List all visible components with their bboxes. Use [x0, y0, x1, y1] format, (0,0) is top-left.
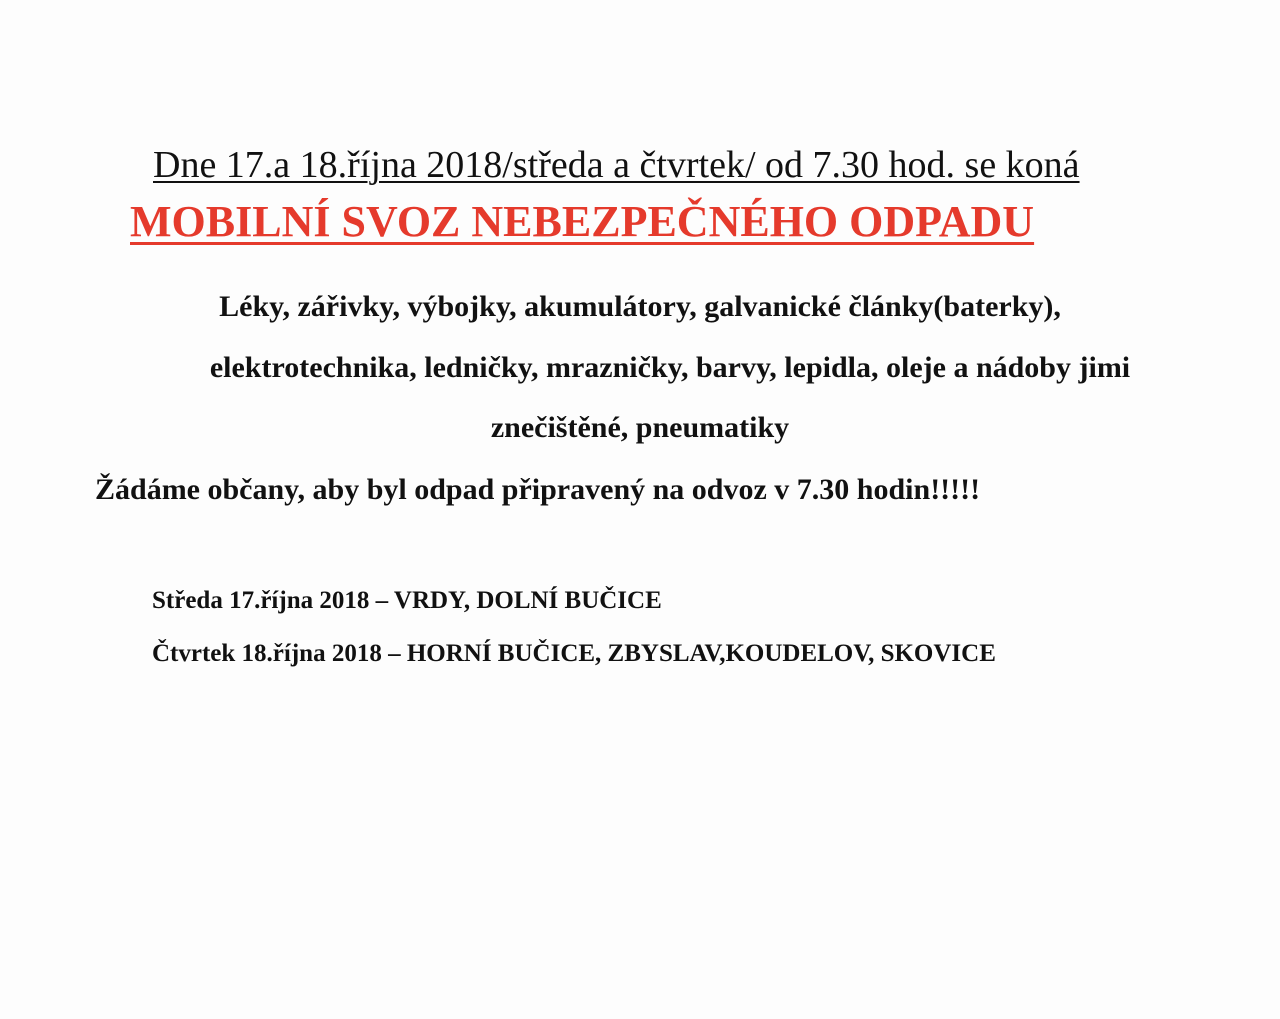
schedule-wednesday: Středa 17.října 2018 – VRDY, DOLNÍ BUČICE — [152, 587, 662, 614]
intro-line: Dne 17.a 18.října 2018/středa a čtvrtek/ od 7.30 hod. se koná — [153, 144, 1080, 186]
waste-items-line-2: elektrotechnika, ledničky, mrazničky, barvy, lepidla, oleje a nádoby jimi — [209, 351, 1131, 384]
waste-items-line-3: znečištěné, pneumatiky — [490, 411, 790, 444]
headline: MOBILNÍ SVOZ NEBEZPEČNÉHO ODPADU — [130, 197, 1035, 246]
waste-items-line-1: Léky, zářivky, výbojky, akumulátory, galvanické články(baterky), — [219, 290, 1061, 323]
schedule-thursday: Čtvrtek 18.října 2018 – HORNÍ BUČICE, ZBYSLAV,KOUDELOV, SKOVICE — [152, 640, 996, 667]
request-line: Žádáme občany, aby byl odpad připravený na odvoz v 7.30 hodin!!!!! — [95, 473, 981, 506]
